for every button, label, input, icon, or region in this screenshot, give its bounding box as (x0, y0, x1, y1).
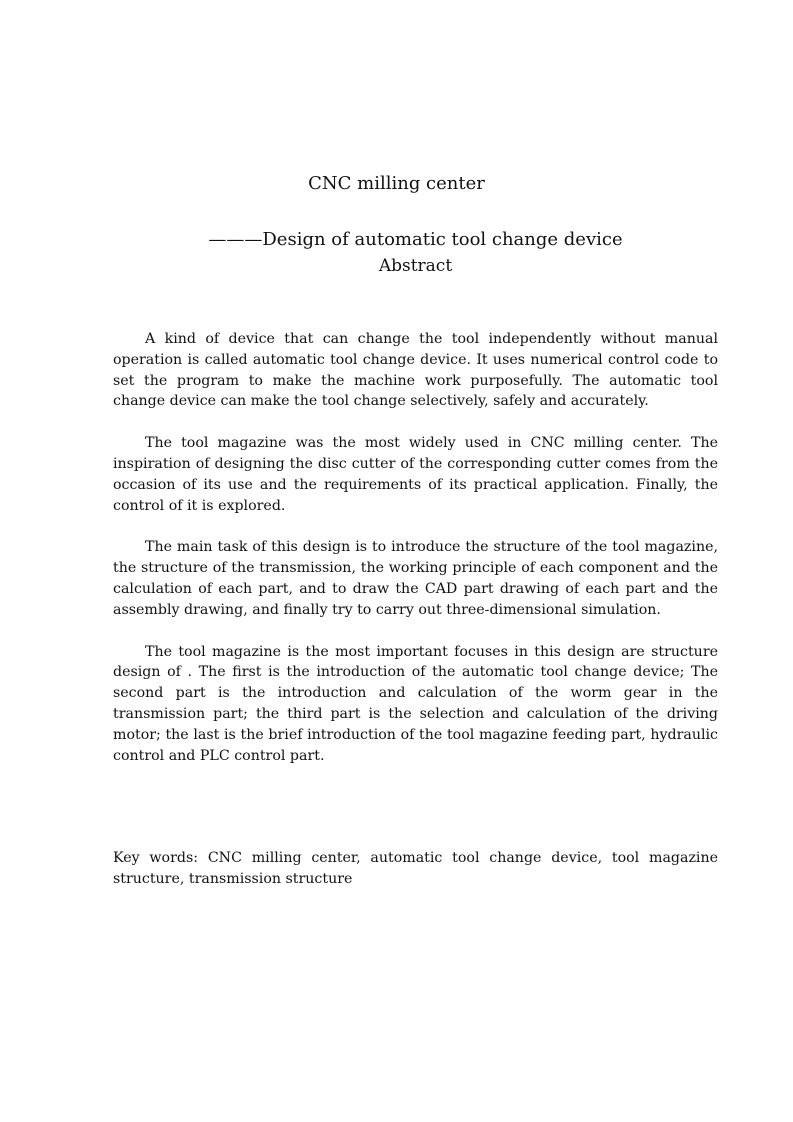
abstract-paragraph-2: The tool magazine was the most widely used in CNC milling center. The inspiration of designing the disc cutter of the corresponding cutter comes from the occasion of its use and the requirements of its practical application. Finally, the control of it is explored. (113, 435, 718, 514)
abstract-paragraph-3: The main task of this design is to introduce the structure of the tool magazine, the structure of the transmission, the working principle of each component and the calculation of each part, and to draw the CAD part drawing of each part and the assembly drawing, and finally try to carry out three-dimensional simulation. (113, 539, 718, 618)
abstract-paragraph-4: The tool magazine is the most important focuses in this design are structure design of . The first is the introduction of the automatic tool change device; The second part is the introduction and calculation of the worm gear in the transmission part; the third part is the selection and calculation of the driving motor; the last is the brief introduction of the tool magazine feeding part, hydraulic control and PLC control part. (113, 643, 718, 764)
document-title: CNC milling center (308, 173, 485, 194)
abstract-heading: Abstract (378, 256, 453, 276)
abstract-body (113, 329, 718, 787)
abstract-paragraph-1: A kind of device that can change the tool independently without manual operation is called automatic tool change device. It uses numerical control code to set the program to make the machine work purposefully. The automatic tool change device can make the tool change selectively, safely and accurately. (113, 331, 718, 410)
document-subtitle: ———Design of automatic tool change device (208, 229, 623, 250)
keywords: Key words: CNC milling center, automatic tool change device, tool magazine structure, transmission structure (113, 850, 718, 887)
